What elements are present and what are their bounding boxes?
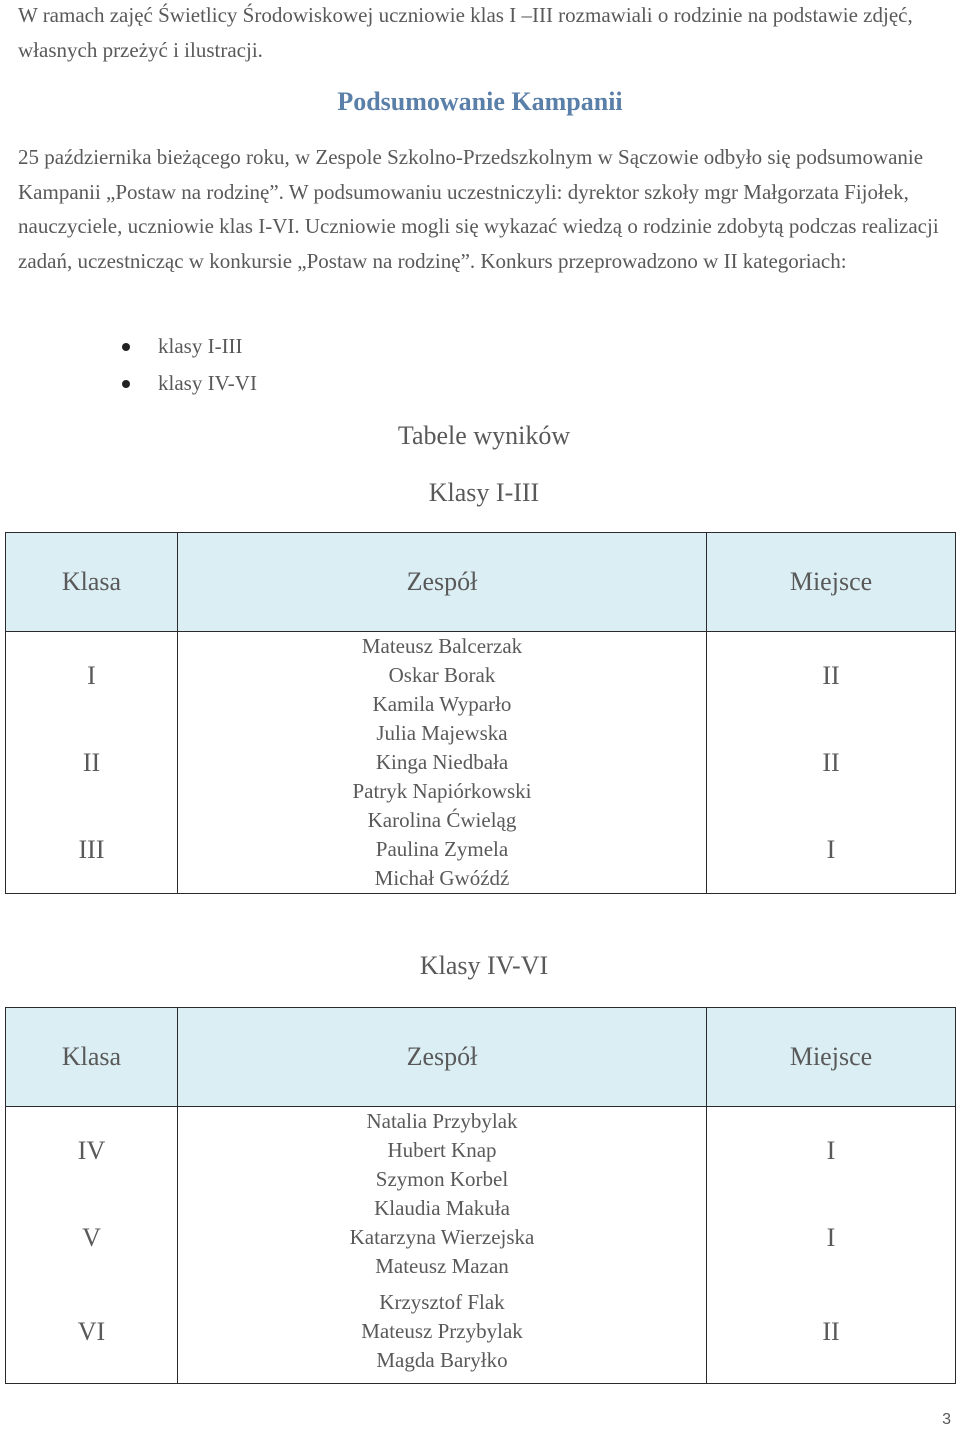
member-name: Paulina Zymela [375, 837, 509, 861]
member-name: Mateusz Balcerzak [361, 634, 523, 658]
summary-paragraph: 25 października bieżącego roku, w Zespole Szkolno-Przedszkolnym w Sączowie odbyło się podsumowanie Kampanii „Postaw na rodzinę”. W podsumowaniu uczestniczyli: dyrektor szkoły mgr Małgorzata Fijołek, nauczyciele, uczniowie klas I-VI. Uczniowie mogli się wykazać wiedzą o rodzinie zdobytą podczas realizacji zadań, uczestnicząc w konkursie „Postaw na rodzinę”. Konkurs przeprowadzono w II kategoriach: [18, 145, 939, 273]
zespol-cell [178, 632, 707, 720]
intro-paragraph: W ramach zajęć Świetlicy Środowiskowej uczniowie klas I –III rozmawiali o rodzinie na podstawie zdjęć, własnych przeżyć i ilustracji. [18, 3, 913, 62]
miejsce-cell: II [707, 719, 956, 806]
member-name: Karolina Ćwieląg [367, 808, 517, 832]
member-name: Klaudia Makuła [374, 1196, 510, 1220]
member-name: Mateusz Mazan [375, 1254, 509, 1278]
zespol-cell [178, 806, 707, 894]
member-name: Natalia Przybylak [366, 1109, 518, 1133]
klasa-cell: VI [6, 1281, 178, 1383]
category-list [122, 328, 257, 402]
klasa-cell: III [6, 806, 178, 894]
miejsce-cell: I [707, 806, 956, 894]
zespol-cell [178, 1194, 707, 1281]
member-name: Hubert Knap [387, 1138, 497, 1162]
klasa-cell: II [6, 719, 178, 806]
zespol-cell [178, 1107, 707, 1195]
table-row [6, 632, 956, 720]
table-row [6, 1281, 956, 1383]
member-name: Oskar Borak [388, 663, 496, 687]
miejsce-cell: II [707, 1281, 956, 1383]
list-item: klasy I-III [122, 328, 257, 365]
tables-title: Tabele wyników [397, 421, 571, 450]
table-row [6, 719, 956, 806]
member-name: Kinga Niedbała [375, 750, 509, 774]
member-name: Katarzyna Wierzejska [349, 1225, 535, 1249]
table1-title: Klasy I-III [428, 478, 540, 507]
results-table-2 [5, 1007, 956, 1384]
header-zespol: Zespół [178, 533, 707, 632]
member-name: Patryk Napiórkowski [352, 779, 532, 803]
member-name: Magda Baryłko [376, 1348, 508, 1373]
miejsce-cell: II [707, 632, 956, 720]
header-miejsce: Miejsce [707, 533, 956, 632]
header-klasa: Klasa [6, 1008, 178, 1107]
zespol-cell [178, 1281, 707, 1383]
zespol-cell [178, 719, 707, 806]
klasa-cell: IV [6, 1107, 178, 1195]
table2-title: Klasy IV-VI [419, 951, 549, 980]
member-name: Szymon Korbel [375, 1167, 509, 1191]
miejsce-cell: I [707, 1194, 956, 1281]
header-klasa: Klasa [6, 533, 178, 632]
bullet-icon [122, 380, 130, 388]
table-row [6, 806, 956, 894]
list-item: klasy IV-VI [122, 365, 257, 402]
page-number: 3 [942, 1411, 951, 1428]
header-zespol: Zespół [178, 1008, 707, 1107]
header-miejsce: Miejsce [707, 1008, 956, 1107]
klasa-cell: I [6, 632, 178, 720]
table-row [6, 1194, 956, 1281]
member-name: Kamila Wyparło [372, 692, 512, 716]
member-name: Mateusz Przybylak [361, 1319, 523, 1344]
member-name: Krzysztof Flak [379, 1290, 505, 1315]
section-title: Podsumowanie Kampanii [337, 87, 623, 116]
table-row [6, 1107, 956, 1195]
member-name: Julia Majewska [376, 721, 508, 745]
results-table-1 [5, 532, 956, 894]
miejsce-cell: I [707, 1107, 956, 1195]
klasa-cell: V [6, 1194, 178, 1281]
member-name: Michał Gwóźdź [374, 866, 510, 890]
bullet-icon [122, 343, 130, 351]
